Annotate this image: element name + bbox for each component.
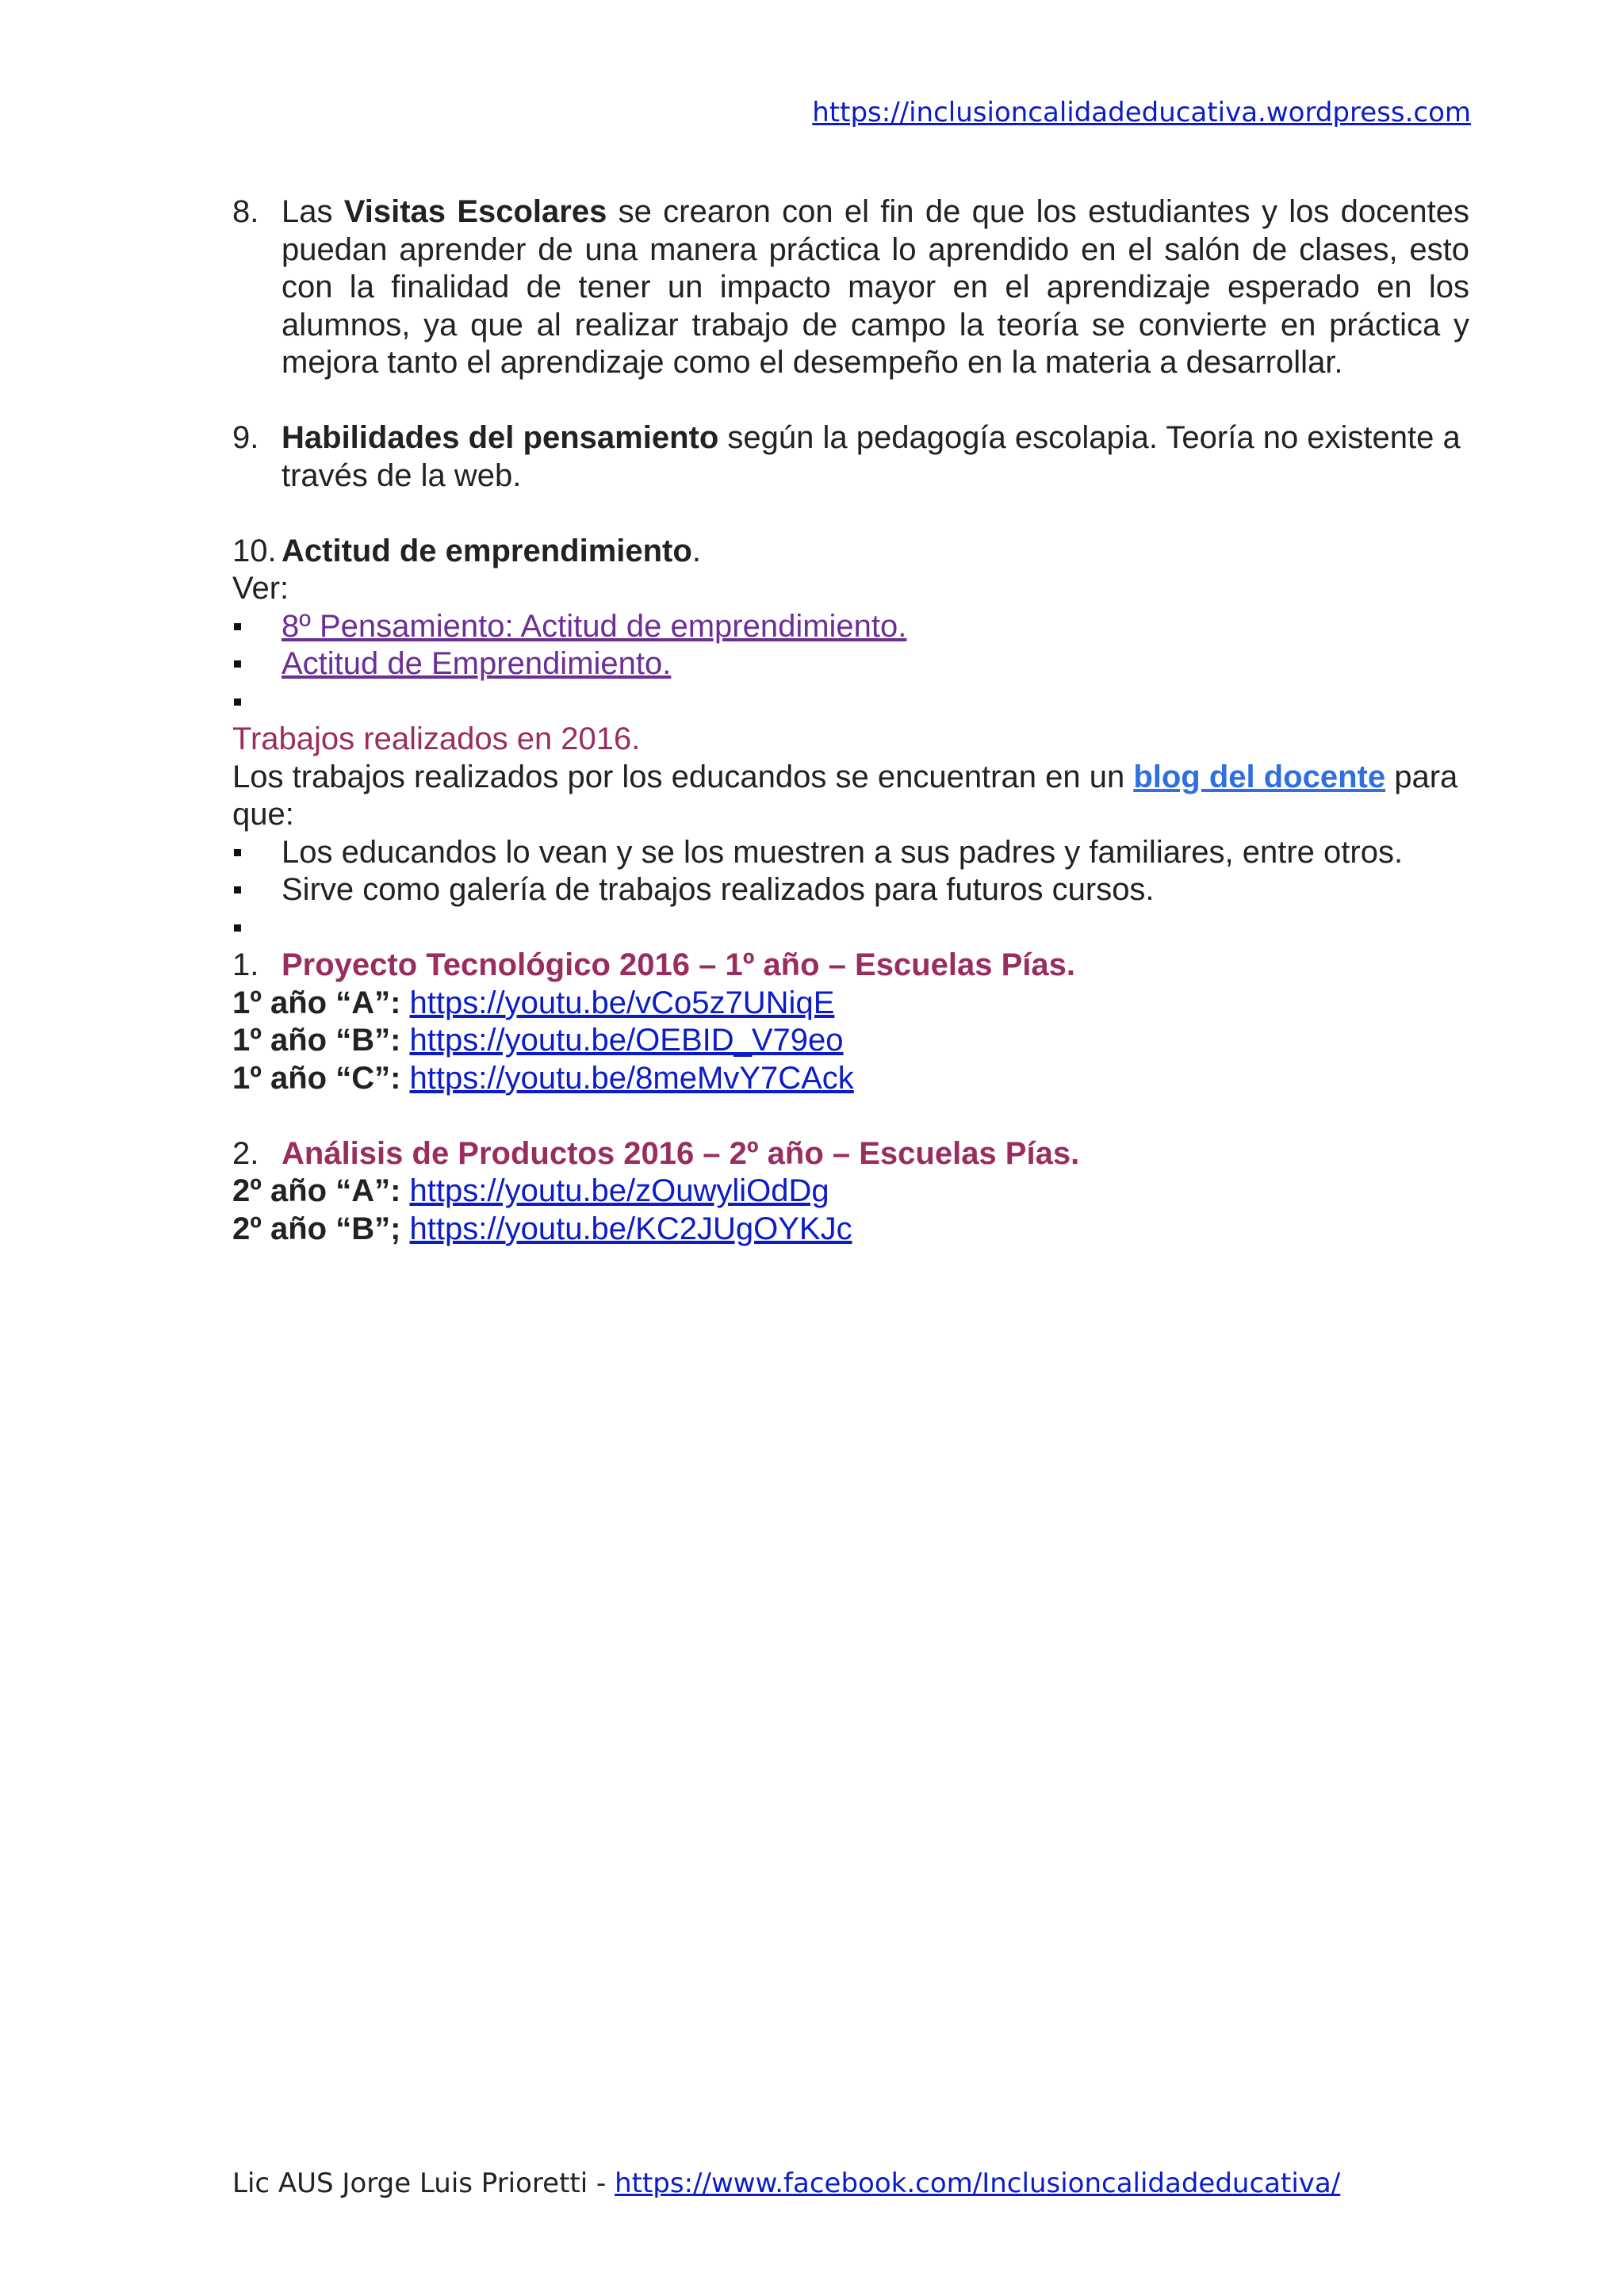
header-url-link[interactable]: https://inclusioncalidadeducativa.wordpress.com: [812, 97, 1471, 128]
item-8-text: se crearon con el fin de que los estudiantes y los docentes puedan aprender de una manera práctica lo aprendido en el salón de clases, esto con la finalidad de tener un impacto mayor en el aprendizaje esperado en los alumnos, ya que al realizar trabajo de campo la teoría se convierte en práctica y mejora tanto el aprendizaje como el desempeño en la materia a desarrollar.: [282, 194, 1470, 380]
trabajos-intro-pre: Los trabajos realizados por los educandos se encuentran en un: [232, 759, 1134, 794]
empty-bullet-item: [232, 683, 1469, 721]
list-number: 9.: [232, 420, 259, 455]
bullet-item: [232, 871, 1469, 909]
spacer: [232, 382, 1469, 420]
footer-author: Lic AUS Jorge Luis Prioretti -: [232, 2168, 615, 2199]
bullet-item: [232, 834, 1469, 872]
proyecto-1-title-text: Proyecto Tecnológico 2016 – 1º año – Escuelas Pías.: [282, 947, 1075, 982]
proyecto-2-title: [232, 1135, 1469, 1173]
list-number: 2.: [232, 1135, 259, 1171]
item-9-bold: Habilidades del pensamiento: [282, 420, 719, 455]
youtube-link[interactable]: https://youtu.be/8meMvY7CAck: [409, 1060, 854, 1096]
pensamiento-link[interactable]: 8º Pensamiento: Actitud de emprendimiento.: [282, 608, 907, 644]
list-number: 10.: [232, 533, 277, 568]
emprendimiento-link[interactable]: Actitud de Emprendimiento.: [282, 646, 672, 681]
proyecto-1-title: [232, 947, 1469, 985]
list-item-9: [232, 419, 1469, 495]
video-row-label: 1º año “B”:: [232, 1023, 401, 1058]
item-8-pre: Las: [282, 194, 344, 229]
trabajos-heading: Trabajos realizados en 2016.: [232, 721, 641, 756]
bullet-item: [232, 608, 1469, 646]
video-row: [232, 1022, 1469, 1060]
youtube-link[interactable]: https://youtu.be/vCo5z7UNiqE: [409, 985, 835, 1020]
youtube-link[interactable]: https://youtu.be/zOuwyliOdDg: [409, 1173, 829, 1208]
list-number: 8.: [232, 194, 259, 229]
youtube-link[interactable]: https://youtu.be/OEBID_V79eo: [409, 1023, 844, 1058]
empty-bullet-item: [232, 909, 1469, 947]
bullet-item: [232, 645, 1469, 683]
item-10-suffix: .: [691, 533, 701, 568]
video-row: [232, 1211, 1469, 1249]
bullet-square-icon: [234, 660, 241, 668]
bullet-text: Los educandos lo vean y se los muestren a sus padres y familiares, entre otros.: [282, 834, 1404, 870]
video-row-label: 2º año “B”;: [232, 1211, 401, 1246]
bullet-square-icon: [234, 623, 241, 630]
list-item-8: [232, 193, 1469, 382]
page-footer: [232, 2168, 1340, 2199]
youtube-link[interactable]: https://youtu.be/KC2JUgOYKJc: [409, 1211, 852, 1246]
video-row-label: 2º año “A”:: [232, 1173, 401, 1208]
facebook-link[interactable]: https://www.facebook.com/Inclusioncalidadeducativa/: [615, 2168, 1341, 2199]
bullet-square-icon: [234, 886, 241, 894]
bullet-text: Sirve como galería de trabajos realizados para futuros cursos.: [282, 872, 1155, 907]
video-row-label: 1º año “C”:: [232, 1060, 401, 1096]
trabajos-intro-post: para que:: [232, 759, 1458, 832]
spacer: [232, 495, 1469, 533]
bullet-square-icon: [234, 849, 241, 856]
trabajos-intro: [232, 759, 1469, 834]
video-row: [232, 1173, 1469, 1211]
video-row: [232, 985, 1469, 1023]
blog-del-docente-link[interactable]: blog del docente: [1133, 759, 1386, 794]
proyecto-2-title-text: Análisis de Productos 2016 – 2º año – Escuelas Pías.: [282, 1135, 1080, 1171]
list-number: 1.: [232, 947, 259, 982]
bullet-square-icon: [234, 924, 241, 932]
ver-label: Ver:: [232, 571, 289, 606]
document-body: [232, 193, 1469, 1248]
spacer: [232, 1097, 1469, 1135]
bullet-square-icon: [234, 698, 241, 706]
item-9-text: según la pedagogía escolapia. Teoría no existente a través de la web.: [282, 420, 1461, 493]
video-row: [232, 1060, 1469, 1098]
list-item-10: [232, 533, 1469, 571]
video-row-label: 1º año “A”:: [232, 985, 401, 1020]
item-8-bold: Visitas Escolares: [343, 194, 607, 229]
item-10-bold: Actitud de emprendimiento: [282, 533, 692, 568]
